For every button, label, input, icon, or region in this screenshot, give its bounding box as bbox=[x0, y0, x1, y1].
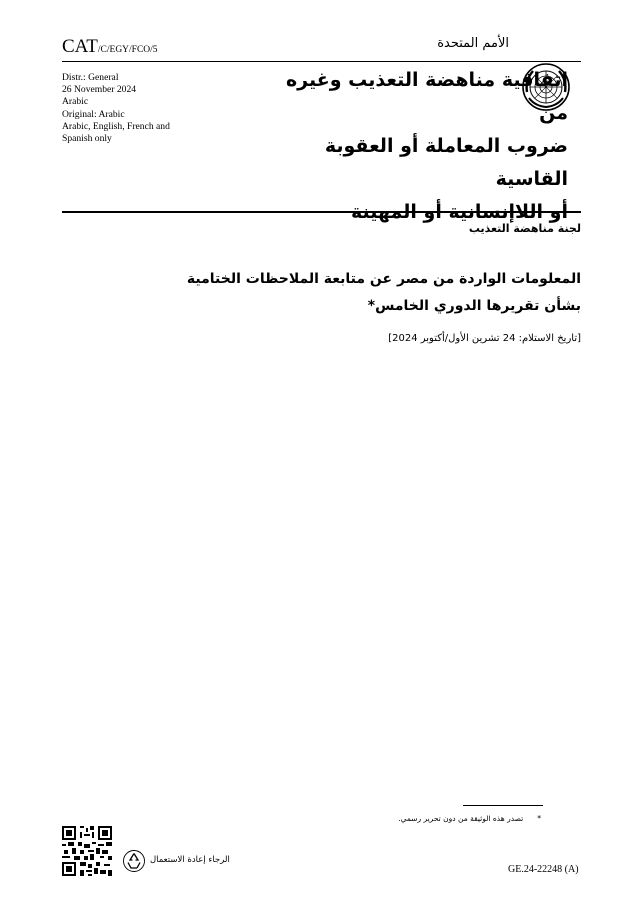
footnote-marker: * bbox=[537, 814, 541, 823]
footnote-rule bbox=[463, 805, 543, 806]
symbol-main: CAT bbox=[62, 36, 98, 57]
un-emblem-icon bbox=[521, 62, 571, 112]
distr-line: 26 November 2024 bbox=[62, 84, 137, 96]
footnote-text: تصدر هذه الوثيقة من دون تحرير رسمي. bbox=[398, 814, 524, 823]
recycle-text: الرجاء إعادة الاستعمال bbox=[150, 855, 230, 865]
convention-line: ضروب المعاملة أو العقوبة القاسية bbox=[324, 135, 568, 190]
distr-line: Spanish only bbox=[62, 133, 112, 145]
title-line: بشأن تقريرها الدوري الخامس* bbox=[367, 298, 581, 314]
document-symbol bbox=[62, 36, 158, 58]
distr-line: Arabic, English, French and bbox=[62, 120, 170, 132]
convention-line: أو اللاإنسانية أو المهينة bbox=[350, 201, 568, 223]
convention-line: اتفاقية مناهضة التعذيب وغيره من bbox=[285, 69, 568, 124]
committee-name: لجنة مناهضة التعذيب bbox=[468, 222, 581, 235]
recycle-icon bbox=[122, 849, 146, 873]
header-rule bbox=[62, 61, 581, 62]
symbol-sub: /C/EGY/FCO/5 bbox=[97, 45, 158, 55]
title-line: المعلومات الواردة من مصر عن متابعة الملاحظات الختامية bbox=[186, 271, 581, 287]
distr-line: Arabic bbox=[62, 96, 89, 108]
date-received: [تاريخ الاستلام: 24 تشرين الأول/أكتوبر 2024] bbox=[388, 333, 581, 344]
section-rule bbox=[62, 211, 581, 213]
distribution-block bbox=[62, 72, 202, 145]
job-number: GE.24-22248 (A) bbox=[508, 864, 579, 875]
document-title bbox=[141, 266, 581, 320]
distr-line: Original: Arabic bbox=[62, 108, 125, 120]
un-name: الأمم المتحدة bbox=[437, 36, 509, 51]
footnote bbox=[398, 814, 541, 823]
qr-code-icon bbox=[62, 826, 112, 876]
distr-line: Distr.: General bbox=[62, 72, 119, 83]
